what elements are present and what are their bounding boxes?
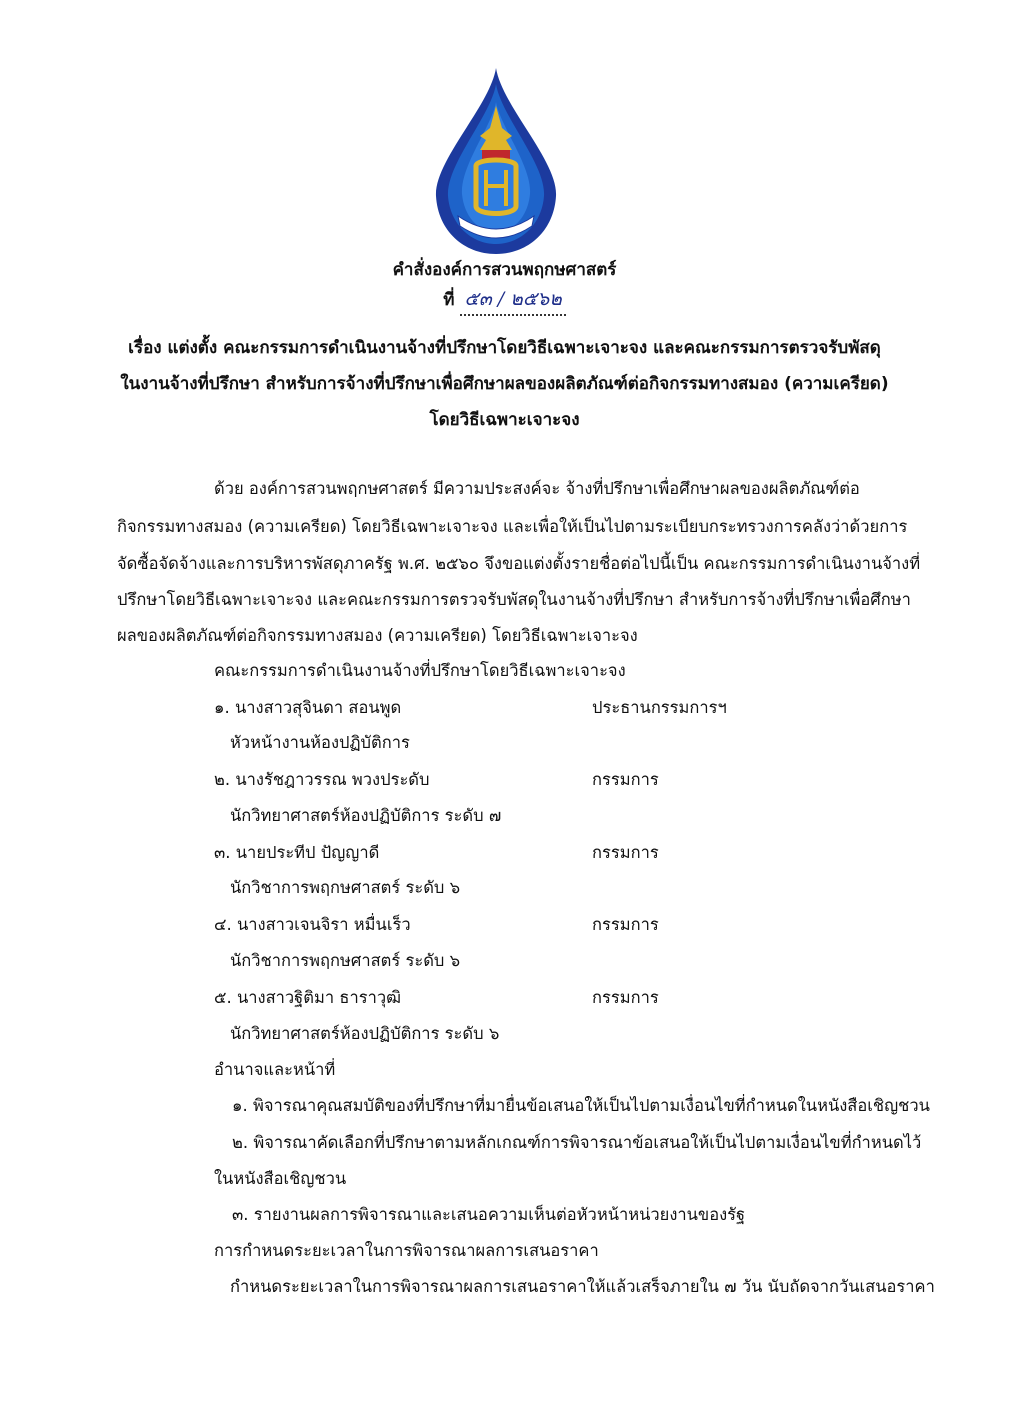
member-position: นักวิชาการพฤกษศาสตร์ ระดับ ๖ (230, 951, 461, 970)
duty-1: ๑. พิจารณาคุณสมบัติของที่ปรึกษาที่มายื่นข้อเสนอให้เป็นไปตามเงื่อนไขที่กำหนดในหนังสือเชิญชวน (232, 1096, 930, 1115)
order-number-line (0, 284, 1009, 316)
order-number-handwritten: ๕๓ / ๒๕๖๒ (460, 284, 565, 316)
member-role: กรรมการ (592, 770, 659, 789)
subject-line-2: ในงานจ้างที่ปรึกษา สำหรับการจ้างที่ปรึกษาเพื่อศึกษาผลของผลิตภัณฑ์ต่อกิจกรรมทางสมอง (ความเครียด) (120, 374, 889, 394)
order-title: คำสั่งองค์การสวนพฤกษศาสตร์ (392, 260, 617, 280)
intro-line-5: ผลของผลิตภัณฑ์ต่อกิจกรรมทางสมอง (ความเครียด) โดยวิธีเฉพาะเจาะจง (117, 626, 638, 645)
duty-2: ๒. พิจารณาคัดเลือกที่ปรึกษาตามหลักเกณฑ์การพิจารณาข้อเสนอให้เป็นไปตามเงื่อนไขที่กำหนดไว้ (232, 1133, 922, 1152)
organization-logo (432, 66, 560, 256)
intro-line-1: ด้วย องค์การสวนพฤกษศาสตร์ มีความประสงค์จะ จ้างที่ปรึกษาเพื่อศึกษาผลของผลิตภัณฑ์ต่อ (214, 479, 860, 498)
order-number-prefix: ที่ (443, 290, 455, 310)
member-role: กรรมการ (592, 843, 659, 862)
member-position: นักวิทยาศาสตร์ห้องปฏิบัติการ ระดับ ๖ (230, 1024, 500, 1043)
period-heading: การกำหนดระยะเวลาในการพิจารณาผลการเสนอราคา (214, 1241, 599, 1260)
member-name: ๕. นางสาวฐิติมา ธาราวุฒิ (214, 988, 402, 1007)
member-name: ๓. นายประทีป ปัญญาดี (214, 843, 380, 862)
subject-line-3: โดยวิธีเฉพาะเจาะจง (429, 410, 580, 430)
duties-heading: อำนาจและหน้าที่ (214, 1060, 336, 1079)
logo-drop-emblem (432, 66, 560, 256)
member-role: ประธานกรรมการฯ (592, 698, 727, 717)
member-position: หัวหน้างานห้องปฏิบัติการ (230, 733, 410, 752)
intro-line-3: จัดซื้อจัดจ้างและการบริหารพัสดุภาครัฐ พ.ศ. ๒๕๖๐ จึงขอแต่งตั้งรายชื่อต่อไปนี้เป็น คณะกรรมการดำเนินงานจ้างที่ (117, 554, 921, 573)
member-position: นักวิชาการพฤกษศาสตร์ ระดับ ๖ (230, 878, 461, 897)
committee-heading: คณะกรรมการดำเนินงานจ้างที่ปรึกษาโดยวิธีเฉพาะเจาะจง (214, 661, 626, 680)
duty-3: ๓. รายงานผลการพิจารณาและเสนอความเห็นต่อหัวหน้าหน่วยงานของรัฐ (232, 1205, 746, 1224)
period-text: กำหนดระยะเวลาในการพิจารณาผลการเสนอราคาให้แล้วเสร็จภายใน ๗ วัน นับถัดจากวันเสนอราคา (230, 1277, 935, 1296)
member-position: นักวิทยาศาสตร์ห้องปฏิบัติการ ระดับ ๗ (230, 806, 502, 825)
intro-line-2: กิจกรรมทางสมอง (ความเครียด) โดยวิธีเฉพาะเจาะจง และเพื่อให้เป็นไปตามระเบียบกระทรวงการคลังว่าด้วยการ (117, 517, 908, 536)
member-name: ๔. นางสาวเจนจิรา หมื่นเร็ว (214, 915, 411, 934)
duty-2-continued: ในหนังสือเชิญชวน (214, 1169, 347, 1188)
intro-line-4: ปรึกษาโดยวิธีเฉพาะเจาะจง และคณะกรรมการตรวจรับพัสดุในงานจ้างที่ปรึกษา สำหรับการจ้างที่ปรึกษาเพื่อศึกษา (117, 590, 911, 609)
member-role: กรรมการ (592, 915, 659, 934)
member-name: ๑. นางสาวสุจินดา สอนพูด (214, 698, 402, 717)
member-name: ๒. นางรัชฎาวรรณ พวงประดับ (214, 770, 430, 789)
subject-line-1: เรื่อง แต่งตั้ง คณะกรรมการดำเนินงานจ้างที่ปรึกษาโดยวิธีเฉพาะเจาะจง และคณะกรรมการตรวจรับพัสดุ (128, 338, 881, 358)
member-role: กรรมการ (592, 988, 659, 1007)
